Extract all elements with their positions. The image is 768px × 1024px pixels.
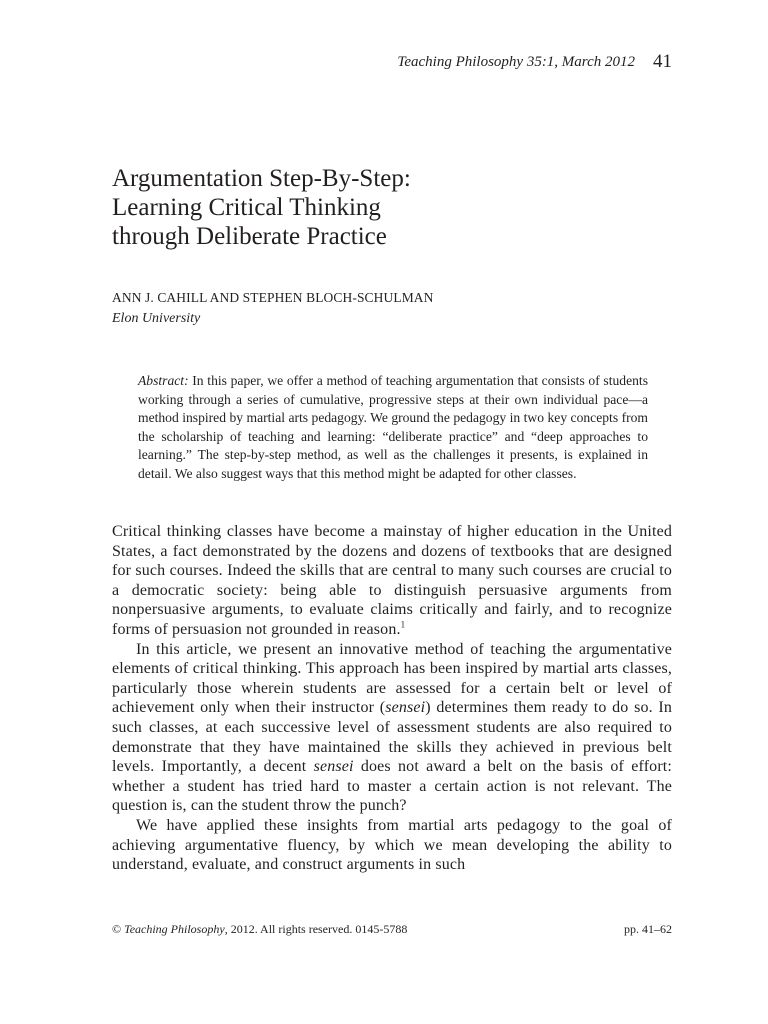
title-line: through Deliberate Practice: [112, 223, 387, 250]
paragraph-text: We have applied these insights from martial arts pedagogy to the goal of achieving argumentative fluency, by which we mean developing the ability to understand, evaluate, and construct arguments in such: [112, 816, 672, 874]
author-names: ANN J. CAHILL AND STEPHEN BLOCH-SCHULMAN: [112, 290, 434, 305]
title-line: Argumentation Step-By-Step:: [112, 165, 411, 192]
footnote-marker: 1: [400, 619, 406, 630]
page-range: pp. 41–62: [624, 922, 672, 936]
copyright-text: , 2012. All rights reserved. 0145-5788: [224, 922, 408, 936]
author-affiliation: Elon University: [112, 311, 201, 326]
journal-name: Teaching Philosophy: [124, 922, 225, 936]
abstract: [138, 372, 648, 484]
italic-term: sensei: [313, 758, 354, 776]
body-paragraph: [112, 522, 672, 640]
paragraph-text: ) determines them ready to do so. In such classes, at each successive level of assessment students are also required to demonstrate that they have maintained the skills they achieved in previous belt levels. Importantly, a decent: [112, 699, 673, 776]
journal-citation: Teaching Philosophy 35:1, March 2012: [397, 54, 635, 70]
abstract-label: Abstract:: [138, 373, 189, 388]
page-number: 41: [653, 51, 672, 72]
abstract-text: In this paper, we offer a method of teaching argumentation that consists of students working through a series of cumulative, progressive steps at their own individual pace—a method inspired by martial arts pedagogy. We ground the pedagogy in two key concepts from the scholarship of teaching and learning: “deliberate practice” and “deep approaches to learning.” The step-by-step method, as well as the challenges it presents, is explained in detail. We also suggest ways that this method might be adapted for other classes.: [138, 373, 648, 481]
article-body: [112, 522, 672, 875]
paragraph-text: Critical thinking classes have become a mainstay of higher education in the United States, a fact demonstrated by the dozens and dozens of textbooks that are designed for such courses. Indeed the skills that are central to many such courses are crucial to a democratic society: being able to distinguish persuasive arguments from nonpersuasive arguments, to evaluate claims critically and fairly, and to recognize forms of persuasion not grounded in reason.: [112, 523, 672, 638]
article-title: [112, 164, 672, 251]
paragraph-text: In this article, we present an innovative method of teaching the argumentative elements of critical thinking. This approach has been inspired by martial arts classes, particularly those wherein students are assessed for a certain belt or level of achievement only when their instructor (: [112, 640, 672, 717]
paragraph-text: does not award a belt on the basis of effort: whether a student has tried hard to master a certain action is not relevant. The question is, can the student throw the punch?: [112, 758, 673, 815]
title-line: Learning Critical Thinking: [112, 194, 381, 221]
italic-term: sensei: [385, 699, 426, 717]
copyright-notice: [112, 922, 407, 937]
copyright-symbol: ©: [112, 922, 125, 936]
body-paragraph: [112, 816, 672, 875]
body-paragraph: [112, 640, 672, 816]
running-head: [397, 50, 672, 72]
